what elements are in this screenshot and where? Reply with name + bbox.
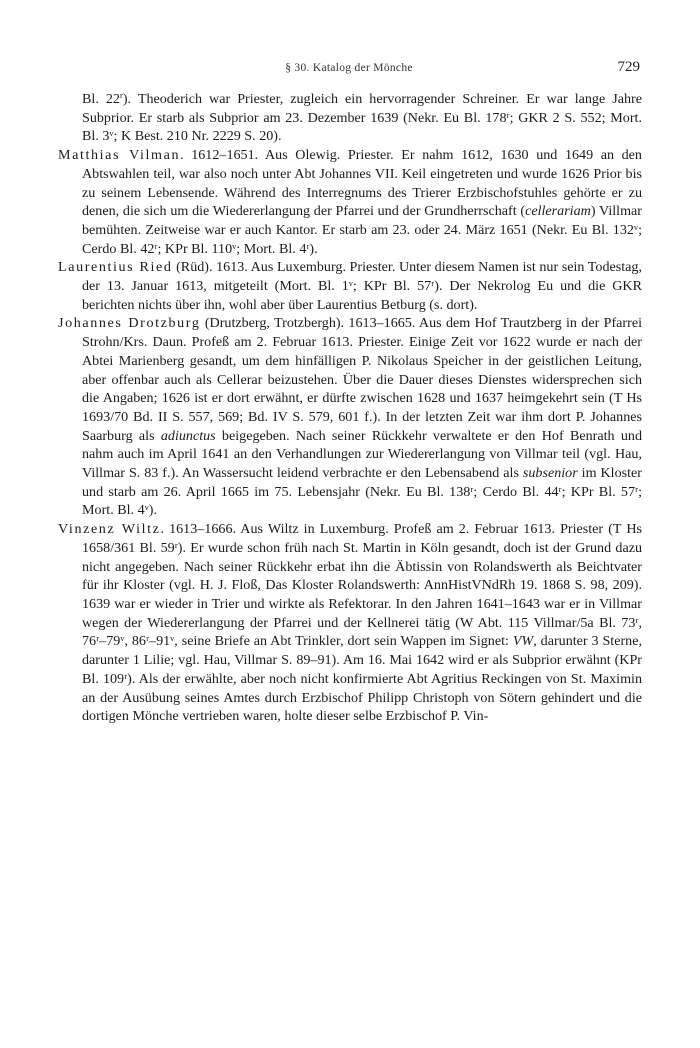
entry-name: Laurentius Ried (58, 259, 173, 276)
entry-vinzenz-wiltz: Vinzenz Wiltz. 1613–1666. Aus Wiltz in Luxemburg. Profeß am 2. Februar 1613. Priester (T Hs 1658/361 Bl. 59ʳ). Er wurde schon früh nach St. Martin in Köln gesandt, doch ist der Grund dazu nicht angegeben. Nach seiner Rückkehr erbat ihn die Äbtissin von Rolandswerth als Beichtvater für ihr Kloster (vgl. H. J. Floß, Das Kloster Rolandswerth: AnnHistVNdRh 19. 1868 S. 98, 209). 1639 war er wieder in Trier und wirkte als Refektorar. In den Jahren 1641–1643 war er in Villmar wegen der Wiedererlangung der Pfarrei und der Kellnerei tätig (W Abt. 115 Villmar/5a Bl. 73ʳ, 76ʳ–79ᵛ, 86ʳ–91ᵛ, seine Briefe an Abt Trinkler, dort sein Wappen im Signet: VW, darunter 3 Sterne, darunter 1 Lilie; vgl. Hau, Villmar S. 89–91). Am 16. Mai 1642 wird er als Subprior erwähnt (KPr Bl. 109ʳ). Als der erwählte, aber noch nicht konfirmierte Abt Agritius Reckingen von St. Maximin an der Ausübung seines Amtes durch Erzbischof Philipp Christoph von Sötern gehindert und die dortigen Mönche vertrieben waren, holte dieser selbe Erzbischof P. Vin- (58, 521, 643, 725)
entry-johannes-drotzburg: Johannes Drotzburg (Drutzberg, Trotzbergh). 1613–1665. Aus dem Hof Trautzberg in der Pfarrei Strohn/Krs. Daun. Profeß am 2. Februar 1613. Priester. Einige Zeit vor 1622 wurde er nach der Abtei Marienberg gesandt, um dem hinfälligen P. Nikolaus Speicher in der geistlichen Leitung, aber offenbar auch als Cellerar beizustehen. Über die Dauer dieses Dienstes widersprechen sich die Angaben; 1626 ist er dort erwähnt, er dürfte zwischen 1628 und 1637 heimgekehrt sein (T Hs 1693/70 Bd. II S. 557, 569; Bd. IV S. 579, 601 f.). In der letzten Zeit war ihm dort P. Johannes Saarburg als adiunctus beigegeben. Nach seiner Rückkehr verwaltete er den Hof Benrath und nahm auch im April 1641 an den Verhandlungen zur Wiedererlangung von Villmar teil (vgl. Hau, Villmar S. 83 f.). An Wassersucht leidend verbrachte er den Lebensabend als subsenior im Kloster und starb am 26. April 1665 im 75. Lebensjahr (Nekr. Eu Bl. 138ʳ; Cerdo Bl. 44ʳ; KPr Bl. 57ʳ; Mort. Bl. 4ᵛ). (58, 315, 642, 519)
entry-continuation: Bl. 22$^r$). Theoderich war Priester, zugleich ein hervorragender Schreiner. Er war lange Jahre Subprior. Er starb als Subprior am 23. Dezember 1639 (Nekr. Eu Bl. 178ʳ; GKR 2 S. 552; Mort. Bl. 3ᵛ; K Best. 210 Nr. 2229 S. 20). (82, 90, 642, 145)
entry-name: Vinzenz Wiltz (58, 521, 161, 538)
entry-name: Johannes Drotzburg (58, 315, 201, 332)
entry-laurentius-ried: Laurentius Ried (Rüd). 1613. Aus Luxemburg. Priester. Unter diesem Namen ist nur sein Todestag, der 13. Januar 1613, mitgeteilt (Mort. Bl. 1ᵛ; KPr Bl. 57ʳ). Der Nekrolog Eu und die GKR berichten nichts über ihn, wohl aber über Laurentius Betburg (s. dort). (58, 259, 643, 313)
entry-name: Matthias Vilman (58, 147, 181, 164)
page-header (58, 59, 640, 81)
page-body (58, 90, 642, 726)
running-head: § 30. Katalog der Mönche (285, 62, 413, 74)
entry-matthias-vilman: Matthias Vilman. 1612–1651. Aus Olewig. Priester. Er nahm 1612, 1630 und 1649 an den Abtswahlen teil, war also noch unter Abt Johannes VII. Keil eingetreten und wurde 1626 Prior bis zu seinem Lebensende. Während des Interregnums des Trierer Erzbischofstuhles gehörte er zu denen, die sich um die Wiedererlangung der Pfarrei und der Grundherrschaft (cellerariam) Villmar bemühten. Zeitweise war er auch Kantor. Er starb am 23. oder 24. März 1651 (Nekr. Eu Bl. 132ᵛ; Cerdo Bl. 42ʳ; KPr Bl. 110ᵛ; Mort. Bl. 4ʳ). (58, 147, 643, 257)
page-number: 729 (617, 59, 640, 75)
